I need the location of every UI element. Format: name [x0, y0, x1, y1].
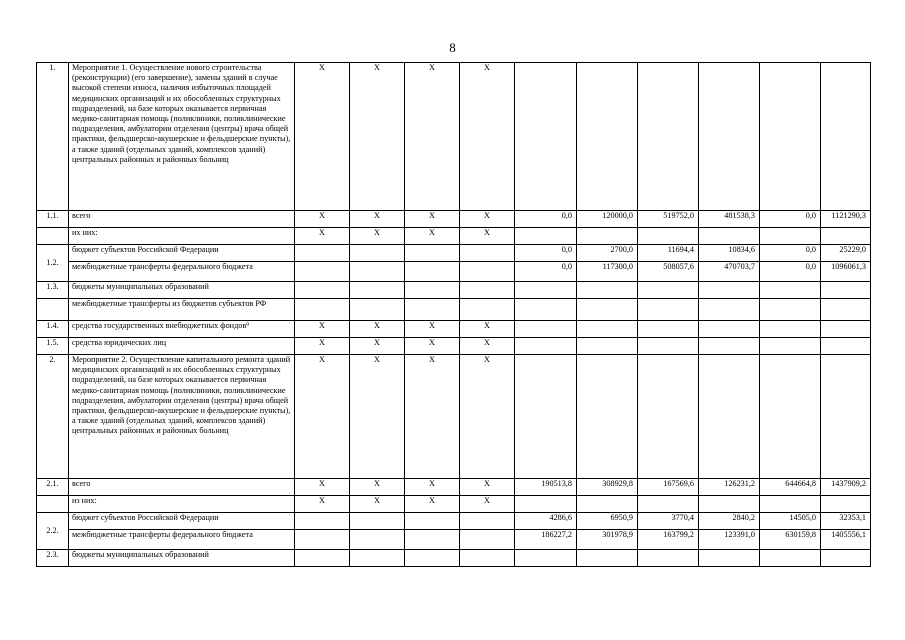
value-cell [577, 299, 638, 321]
value-cell [515, 299, 577, 321]
table-row [37, 355, 871, 479]
value-cell: 0,0 [515, 211, 577, 228]
row-number: 1.4. [37, 321, 69, 338]
row-number: 1.2. [37, 245, 69, 282]
marker-cell: Х [350, 338, 405, 355]
marker-cell: Х [460, 496, 515, 513]
marker-cell: Х [350, 479, 405, 496]
row-number: 2.3. [37, 550, 69, 567]
marker-cell [350, 513, 405, 530]
marker-cell [460, 513, 515, 530]
marker-cell [350, 245, 405, 262]
value-cell [760, 228, 821, 245]
value-cell [760, 63, 821, 211]
value-cell: 123391,0 [699, 530, 760, 550]
value-cell [515, 228, 577, 245]
marker-cell [350, 299, 405, 321]
marker-cell: Х [460, 228, 515, 245]
marker-cell: Х [460, 63, 515, 211]
table-row [37, 63, 871, 211]
value-cell [577, 338, 638, 355]
table-row [37, 282, 871, 299]
table-row [37, 530, 871, 550]
marker-cell: Х [405, 228, 460, 245]
marker-cell [460, 550, 515, 567]
value-cell [699, 496, 760, 513]
value-cell [577, 63, 638, 211]
marker-cell: Х [350, 355, 405, 479]
value-cell [760, 321, 821, 338]
marker-cell: Х [460, 338, 515, 355]
value-cell: 10834,6 [699, 245, 760, 262]
value-cell: 301978,9 [577, 530, 638, 550]
value-cell: 644664,8 [760, 479, 821, 496]
marker-cell [295, 513, 350, 530]
marker-cell [405, 245, 460, 262]
marker-cell [350, 550, 405, 567]
value-cell [699, 321, 760, 338]
value-cell [515, 282, 577, 299]
value-cell: 308929,8 [577, 479, 638, 496]
marker-cell [460, 299, 515, 321]
marker-cell [295, 530, 350, 550]
marker-cell: Х [350, 228, 405, 245]
value-cell [760, 338, 821, 355]
value-cell: 14505,0 [760, 513, 821, 530]
row-description: всего [69, 479, 295, 496]
marker-cell [460, 262, 515, 282]
marker-cell: Х [405, 321, 460, 338]
page-number: 8 [449, 40, 456, 55]
marker-cell [460, 245, 515, 262]
table-row [37, 262, 871, 282]
row-description: межбюджетные трансферты из бюджетов субъектов РФ [69, 299, 295, 321]
table-row [37, 338, 871, 355]
value-cell: 186227,2 [515, 530, 577, 550]
value-cell [760, 299, 821, 321]
value-cell: 630159,8 [760, 530, 821, 550]
marker-cell [350, 530, 405, 550]
value-cell: 0,0 [760, 245, 821, 262]
value-cell [638, 228, 699, 245]
value-cell [515, 338, 577, 355]
value-cell: 481538,3 [699, 211, 760, 228]
value-cell [638, 321, 699, 338]
value-cell: 163799,2 [638, 530, 699, 550]
row-number: 1.5. [37, 338, 69, 355]
value-cell [699, 550, 760, 567]
marker-cell [405, 299, 460, 321]
value-cell [760, 355, 821, 479]
value-cell: 1096061,3 [821, 262, 871, 282]
marker-cell: Х [405, 479, 460, 496]
table-row [37, 211, 871, 228]
value-cell [821, 321, 871, 338]
value-cell: 167569,6 [638, 479, 699, 496]
value-cell [821, 496, 871, 513]
value-cell [577, 282, 638, 299]
value-cell: 25229,0 [821, 245, 871, 262]
row-description: бюджет субъектов Российской Федерации [69, 513, 295, 530]
value-cell [821, 355, 871, 479]
table-row [37, 479, 871, 496]
marker-cell: Х [405, 355, 460, 479]
value-cell [821, 299, 871, 321]
value-cell: 32353,1 [821, 513, 871, 530]
row-number [37, 299, 69, 321]
row-number [37, 228, 69, 245]
marker-cell: Х [460, 321, 515, 338]
value-cell: 11694,4 [638, 245, 699, 262]
value-cell [699, 338, 760, 355]
value-cell [821, 338, 871, 355]
table-row [37, 513, 871, 530]
value-cell [515, 355, 577, 479]
marker-cell [295, 245, 350, 262]
marker-cell: Х [295, 211, 350, 228]
marker-cell [295, 282, 350, 299]
marker-cell: Х [295, 321, 350, 338]
value-cell: 6950,9 [577, 513, 638, 530]
row-description: средства государственных внебюджетных фондов⁹ [69, 321, 295, 338]
table-row [37, 550, 871, 567]
row-description: всего [69, 211, 295, 228]
value-cell [638, 299, 699, 321]
row-description: Мероприятие 1. Осуществление нового строительства (реконструкции) (его завершение), замены зданий в случае высокой степени износа, наличия избыточных площадей медицинских организаций и их обособленных структурных подразделений, на базе которых оказывается первичная медико-санитарная помощь (поликлиники, поликлинические подразделения, амбулатории отделения (центры) врача общей практики, фельдшерско-акушерские и фельдшерские пункты), а также зданий (отдельных зданий, комплексов зданий) центральных районных и районных больниц [69, 63, 295, 211]
value-cell: 1437909,2 [821, 479, 871, 496]
marker-cell: Х [405, 63, 460, 211]
row-number [37, 496, 69, 513]
row-number: 2. [37, 355, 69, 479]
row-description: их них: [69, 228, 295, 245]
marker-cell [460, 282, 515, 299]
value-cell [515, 496, 577, 513]
value-cell: 120000,0 [577, 211, 638, 228]
value-cell [515, 63, 577, 211]
value-cell: 0,0 [515, 262, 577, 282]
marker-cell: Х [350, 63, 405, 211]
value-cell [821, 282, 871, 299]
table-row [37, 245, 871, 262]
row-number: 1.1. [37, 211, 69, 228]
value-cell [699, 228, 760, 245]
value-cell: 0,0 [515, 245, 577, 262]
row-number: 1.3. [37, 282, 69, 299]
value-cell: 2840,2 [699, 513, 760, 530]
value-cell [577, 321, 638, 338]
row-description: межбюджетные трансферты федерального бюджета [69, 262, 295, 282]
value-cell: 519752,0 [638, 211, 699, 228]
value-cell [699, 63, 760, 211]
marker-cell: Х [405, 211, 460, 228]
value-cell [821, 550, 871, 567]
marker-cell [350, 262, 405, 282]
marker-cell: Х [350, 496, 405, 513]
marker-cell: Х [295, 479, 350, 496]
value-cell [577, 355, 638, 479]
row-number: 1. [37, 63, 69, 211]
marker-cell: Х [350, 211, 405, 228]
table-row [37, 321, 871, 338]
row-number: 2.1. [37, 479, 69, 496]
value-cell [760, 550, 821, 567]
marker-cell: Х [295, 496, 350, 513]
value-cell [638, 355, 699, 479]
value-cell [638, 550, 699, 567]
row-description: из них: [69, 496, 295, 513]
marker-cell [295, 262, 350, 282]
value-cell: 1405556,1 [821, 530, 871, 550]
table-row [37, 228, 871, 245]
marker-cell: Х [295, 63, 350, 211]
value-cell: 2700,0 [577, 245, 638, 262]
value-cell: 126231,2 [699, 479, 760, 496]
marker-cell [405, 550, 460, 567]
value-cell [638, 63, 699, 211]
marker-cell [405, 262, 460, 282]
value-cell [699, 299, 760, 321]
value-cell: 470703,7 [699, 262, 760, 282]
marker-cell [295, 550, 350, 567]
value-cell: 0,0 [760, 211, 821, 228]
value-cell: 117300,0 [577, 262, 638, 282]
value-cell: 508057,6 [638, 262, 699, 282]
value-cell [760, 282, 821, 299]
value-cell [577, 496, 638, 513]
row-description: бюджет субъектов Российской Федерации [69, 245, 295, 262]
table-body [37, 63, 871, 567]
marker-cell: Х [295, 355, 350, 479]
value-cell: 0,0 [760, 262, 821, 282]
marker-cell: Х [295, 338, 350, 355]
value-cell [821, 228, 871, 245]
value-cell: 3770,4 [638, 513, 699, 530]
marker-cell [295, 299, 350, 321]
marker-cell: Х [460, 355, 515, 479]
value-cell [577, 550, 638, 567]
marker-cell: Х [295, 228, 350, 245]
row-description: Мероприятие 2. Осуществление капитального ремонта зданий медицинских организаций и их обособленных структурных подразделений, на базе которых оказывается первичная медико-санитарная помощь (поликлиники, поликлинические подразделения, амбулатории отделения (центры) врача общей практики, фельдшерско-акушерские и фельдшерские пункты), а также зданий (отдельных зданий, комплексов зданий) центральных районных и районных больниц [69, 355, 295, 479]
marker-cell [405, 513, 460, 530]
value-cell [760, 496, 821, 513]
value-cell [638, 338, 699, 355]
marker-cell: Х [405, 496, 460, 513]
row-description: средства юридических лиц [69, 338, 295, 355]
value-cell [699, 355, 760, 479]
value-cell [577, 228, 638, 245]
marker-cell [405, 530, 460, 550]
marker-cell [350, 282, 405, 299]
row-description: бюджеты муниципальных образований [69, 550, 295, 567]
marker-cell: Х [460, 479, 515, 496]
marker-cell [405, 282, 460, 299]
value-cell: 1121290,3 [821, 211, 871, 228]
value-cell: 4286,6 [515, 513, 577, 530]
marker-cell: Х [405, 338, 460, 355]
value-cell [699, 282, 760, 299]
marker-cell: Х [460, 211, 515, 228]
value-cell [638, 282, 699, 299]
value-cell: 190513,8 [515, 479, 577, 496]
value-cell [638, 496, 699, 513]
table-row [37, 496, 871, 513]
row-number: 2.2. [37, 513, 69, 550]
value-cell [515, 321, 577, 338]
row-description: межбюджетные трансферты федерального бюджета [69, 530, 295, 550]
table-row [37, 299, 871, 321]
value-cell [821, 63, 871, 211]
marker-cell: Х [350, 321, 405, 338]
row-description: бюджеты муниципальных образований [69, 282, 295, 299]
value-cell [515, 550, 577, 567]
marker-cell [460, 530, 515, 550]
budget-table [36, 62, 871, 567]
